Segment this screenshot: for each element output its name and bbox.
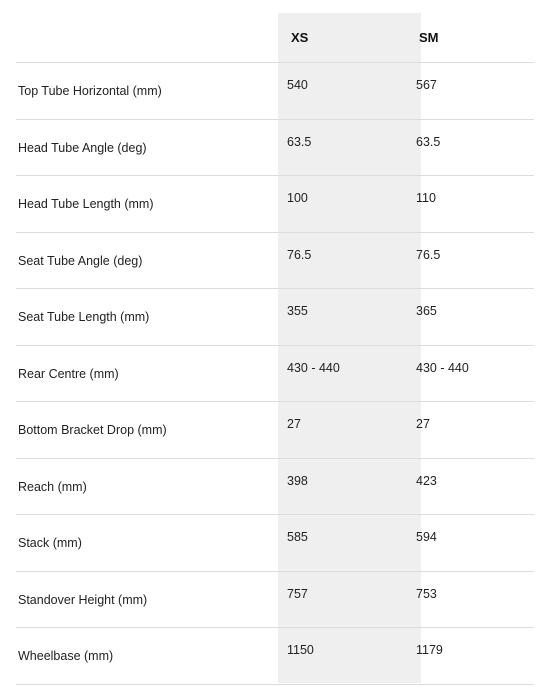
row-label: Stack (mm)	[18, 536, 82, 550]
value-xs: 430 - 440	[287, 360, 340, 375]
column-header-xs: XS	[291, 30, 309, 45]
value-xs: 540	[287, 78, 308, 92]
value-sm: 1179	[416, 643, 443, 657]
value-xs: 1150	[287, 643, 314, 657]
column-header-sm: SM	[419, 30, 439, 45]
value-sm: 76.5	[416, 247, 441, 262]
table-row	[16, 233, 534, 290]
row-label: Top Tube Horizontal (mm)	[18, 84, 162, 98]
value-xs: 76.5	[287, 247, 312, 262]
table-row	[16, 572, 534, 629]
value-xs: 355	[287, 304, 308, 318]
table-row	[16, 63, 534, 120]
value-sm: 365	[416, 304, 437, 318]
row-label: Seat Tube Angle (deg)	[18, 253, 143, 268]
row-label: Head Tube Length (mm)	[18, 197, 154, 211]
value-sm: 423	[416, 473, 437, 488]
table-row	[16, 459, 534, 516]
value-sm: 753	[416, 586, 437, 601]
value-sm: 63.5	[416, 134, 441, 149]
table-row	[16, 289, 534, 346]
row-label: Seat Tube Length (mm)	[18, 310, 150, 324]
value-sm: 594	[416, 530, 437, 544]
row-label: Bottom Bracket Drop (mm)	[18, 423, 167, 437]
table-row	[16, 120, 534, 177]
value-sm: 110	[416, 191, 436, 205]
row-label: Wheelbase (mm)	[18, 649, 114, 663]
value-sm: 27	[416, 417, 430, 431]
row-label: Head Tube Angle (deg)	[18, 140, 147, 155]
table-row	[16, 515, 534, 572]
value-xs: 398	[287, 473, 308, 488]
table-header-row	[16, 13, 534, 63]
geometry-table	[16, 13, 534, 685]
value-xs: 585	[287, 530, 308, 544]
value-xs: 757	[287, 586, 308, 601]
row-label: Reach (mm)	[18, 479, 87, 494]
table-row	[16, 402, 534, 459]
value-xs: 63.5	[287, 134, 312, 149]
value-sm: 567	[416, 78, 437, 92]
row-label: Rear Centre (mm)	[18, 366, 119, 381]
value-xs: 100	[287, 191, 308, 205]
table-row	[16, 346, 534, 403]
table-row	[16, 176, 534, 233]
value-xs: 27	[287, 417, 301, 431]
row-label: Standover Height (mm)	[18, 592, 148, 607]
value-sm: 430 - 440	[416, 360, 469, 375]
table-row	[16, 628, 534, 685]
